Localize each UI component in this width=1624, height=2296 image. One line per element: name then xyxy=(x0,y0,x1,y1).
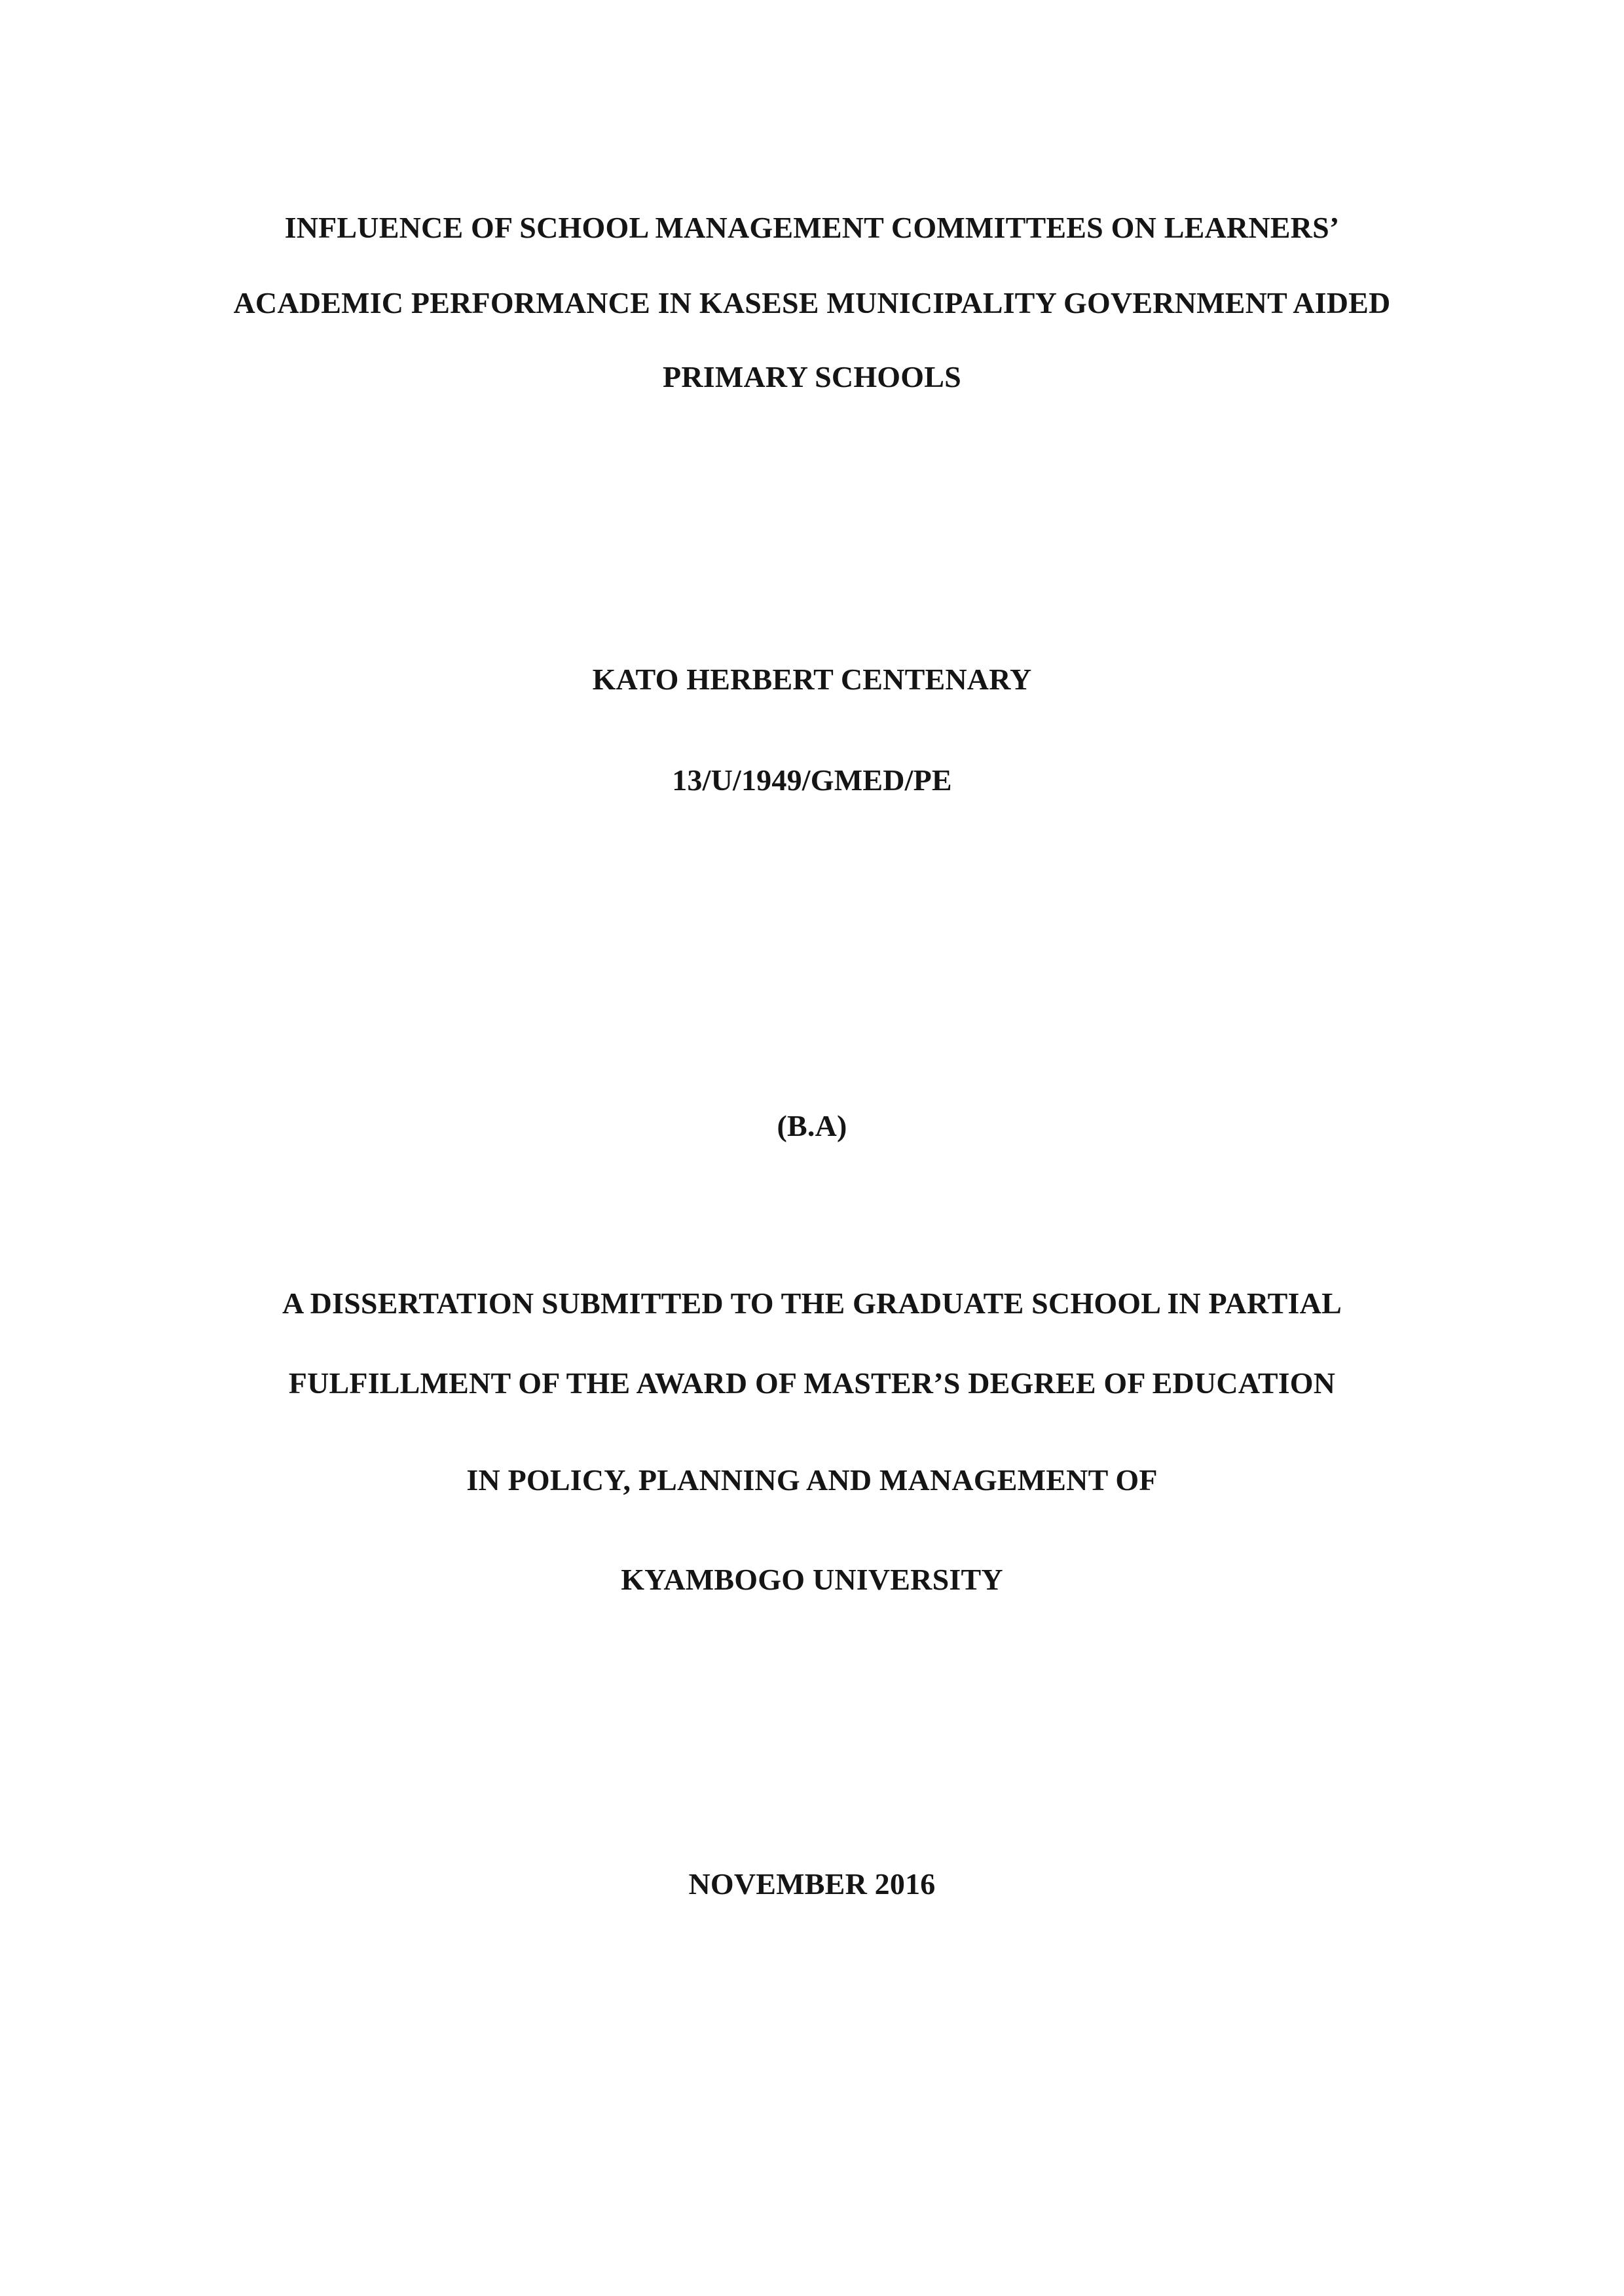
degree-abbreviation: (B.A) xyxy=(777,1109,847,1142)
title-line-1: INFLUENCE OF SCHOOL MANAGEMENT COMMITTEES ON LEARNERS’ xyxy=(284,211,1340,244)
submission-date: NOVEMBER 2016 xyxy=(688,1867,936,1901)
submission-line-3: IN POLICY, PLANNING AND MANAGEMENT OF xyxy=(466,1463,1158,1497)
registration-number: 13/U/1949/GMED/PE xyxy=(672,763,952,797)
title-line-2: ACADEMIC PERFORMANCE IN KASESE MUNICIPALITY GOVERNMENT AIDED xyxy=(233,286,1391,319)
submission-line-1: A DISSERTATION SUBMITTED TO THE GRADUATE SCHOOL IN PARTIAL xyxy=(282,1286,1342,1320)
author-name: KATO HERBERT CENTENARY xyxy=(592,663,1032,696)
university-name: KYAMBOGO UNIVERSITY xyxy=(621,1563,1003,1596)
title-line-3: PRIMARY SCHOOLS xyxy=(663,360,961,393)
submission-line-2: FULFILLMENT OF THE AWARD OF MASTER’S DEGREE OF EDUCATION xyxy=(288,1366,1336,1400)
